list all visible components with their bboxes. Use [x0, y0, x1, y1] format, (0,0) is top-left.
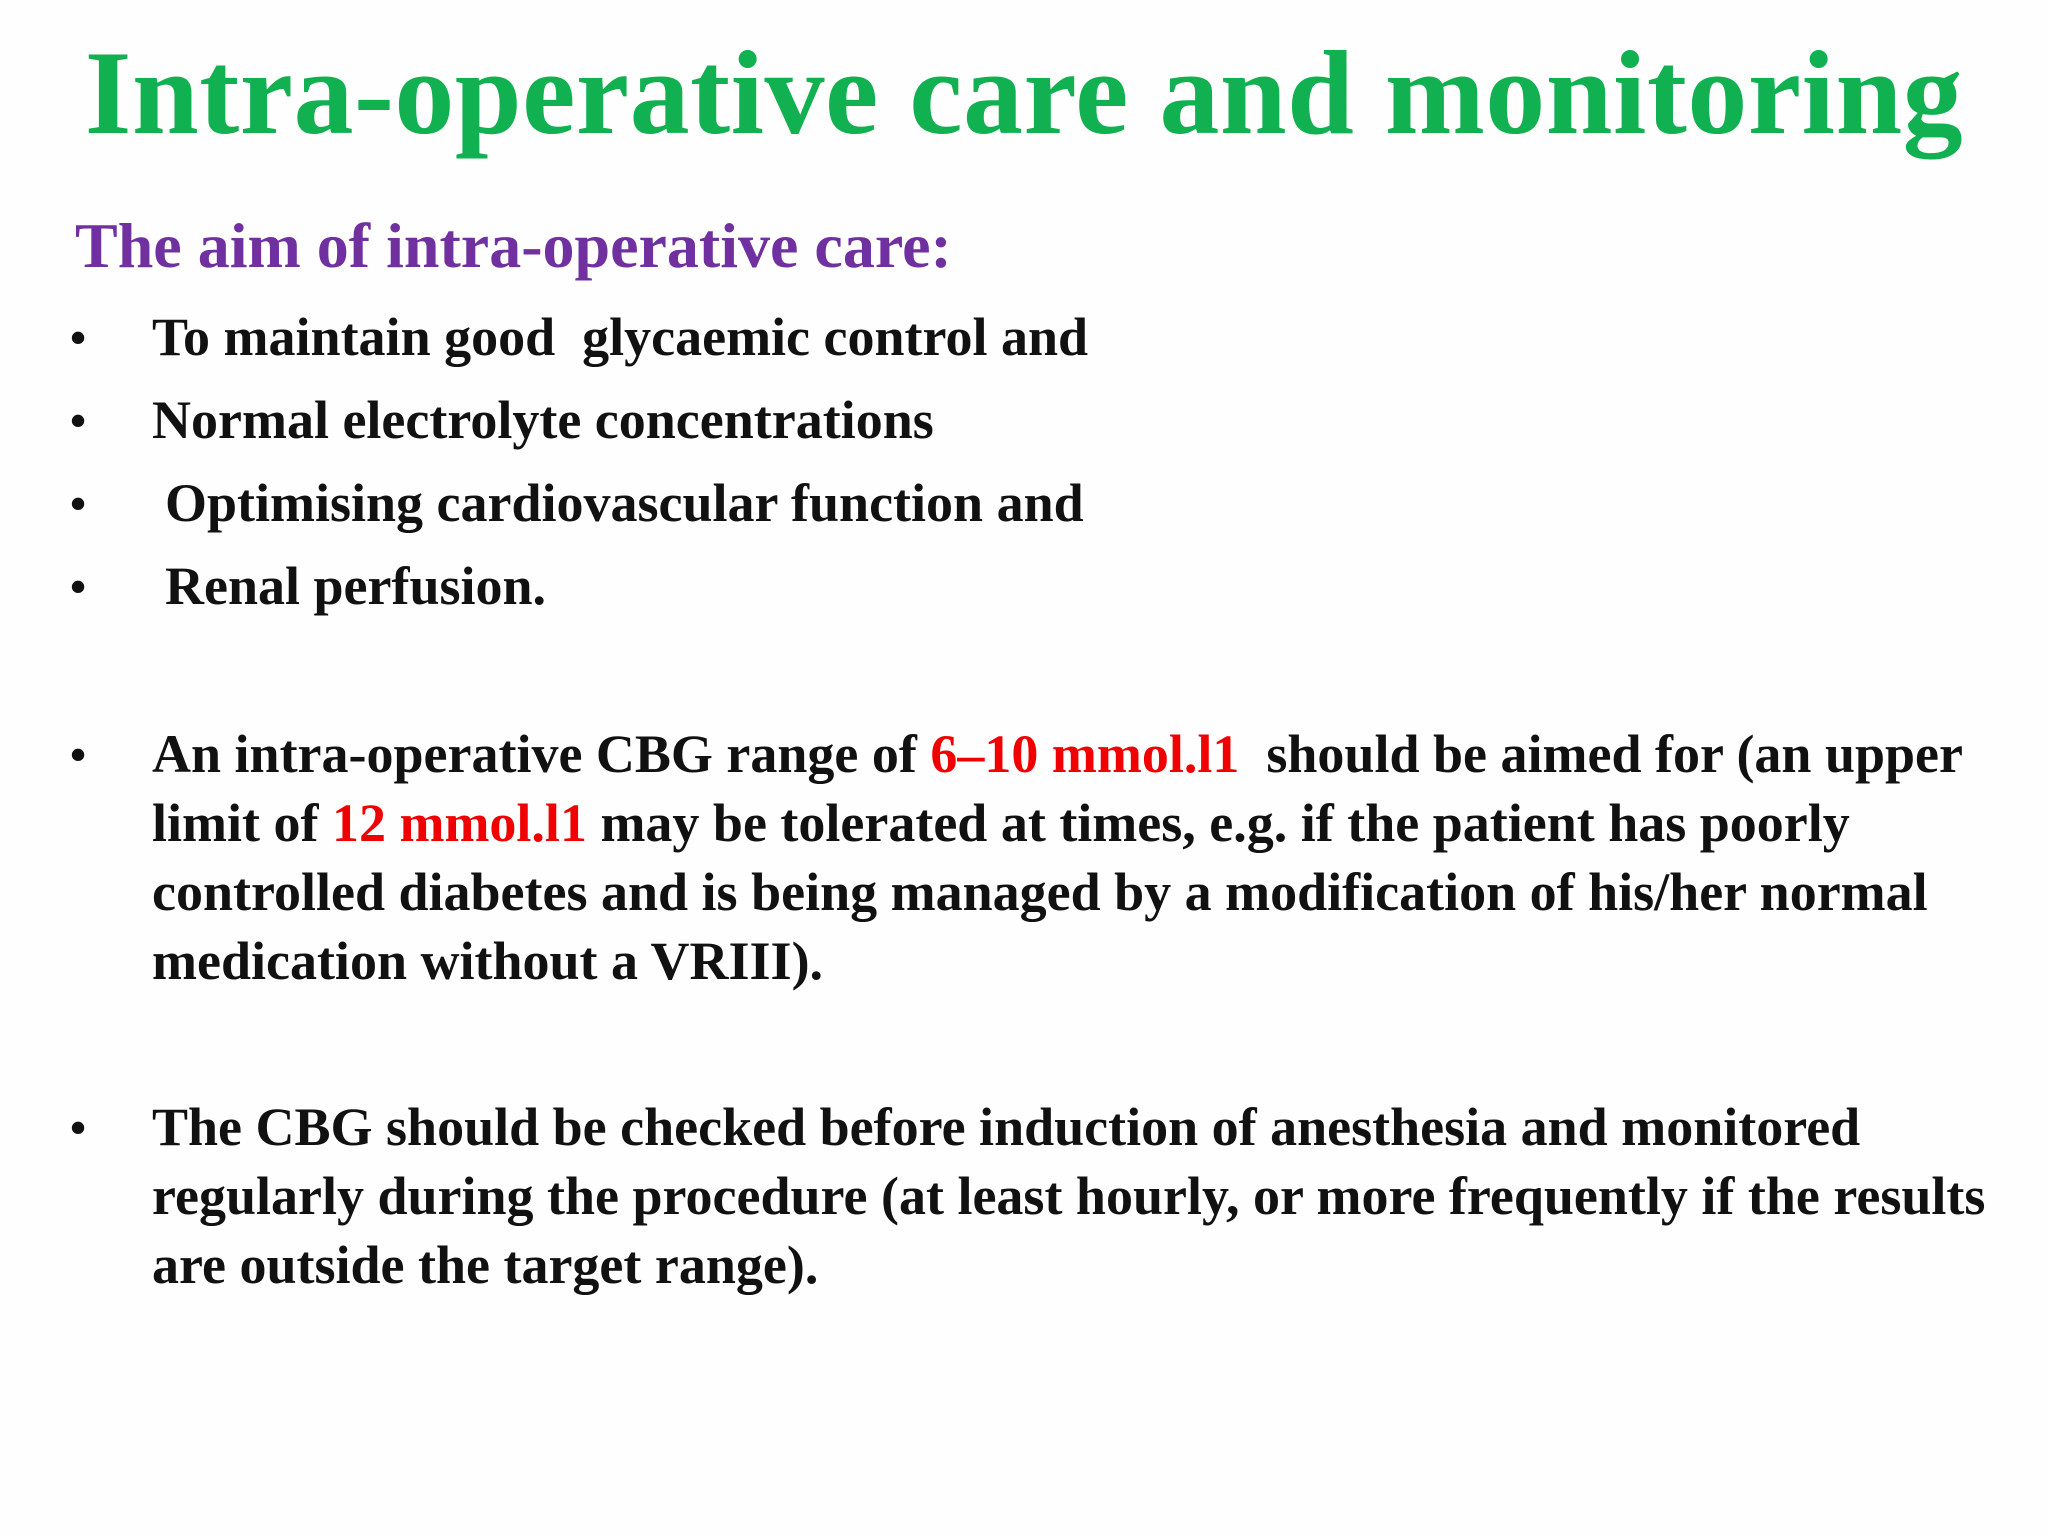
- cbg-range-text-2: should be aimed for (an upper limit of: [152, 724, 1976, 853]
- bullet-text: [152, 720, 2000, 996]
- cbg-range-text-3: may be tolerated at times, e.g. if the patient has poorly controlled diabetes and is being managed by a modification of his/her normal medication without a VRIII).: [152, 793, 1942, 991]
- cbg-range-highlight: 6–10 mmol.l1: [930, 724, 1240, 784]
- bullet-text: Optimising cardiovascular function and: [165, 473, 1084, 533]
- slide-title: Intra-operative care and monitoring: [84, 26, 1964, 159]
- bullet-icon: •: [70, 561, 87, 612]
- bullet-text: Renal perfusion.: [165, 556, 547, 616]
- bullet-icon: •: [70, 1102, 87, 1153]
- cbg-range-text-1: An intra-operative CBG range of: [152, 724, 931, 784]
- slide-subtitle: The aim of intra-operative care:: [75, 210, 952, 281]
- cbg-limit-highlight: 12 mmol.l1: [331, 793, 587, 853]
- bullet-icon: •: [70, 395, 87, 446]
- bullet-icon: •: [70, 478, 87, 529]
- bullet-text: The CBG should be checked before induction of anesthesia and monitored regularly during the procedure (at least hourly, or more frequently if the results are outside the target range).: [152, 1097, 1999, 1295]
- bullet-icon: •: [70, 729, 87, 780]
- bullet-text: Normal electrolyte concentrations: [152, 390, 934, 450]
- bullet-text: To maintain good glycaemic control and: [152, 307, 1089, 367]
- bullet-icon: •: [70, 312, 87, 363]
